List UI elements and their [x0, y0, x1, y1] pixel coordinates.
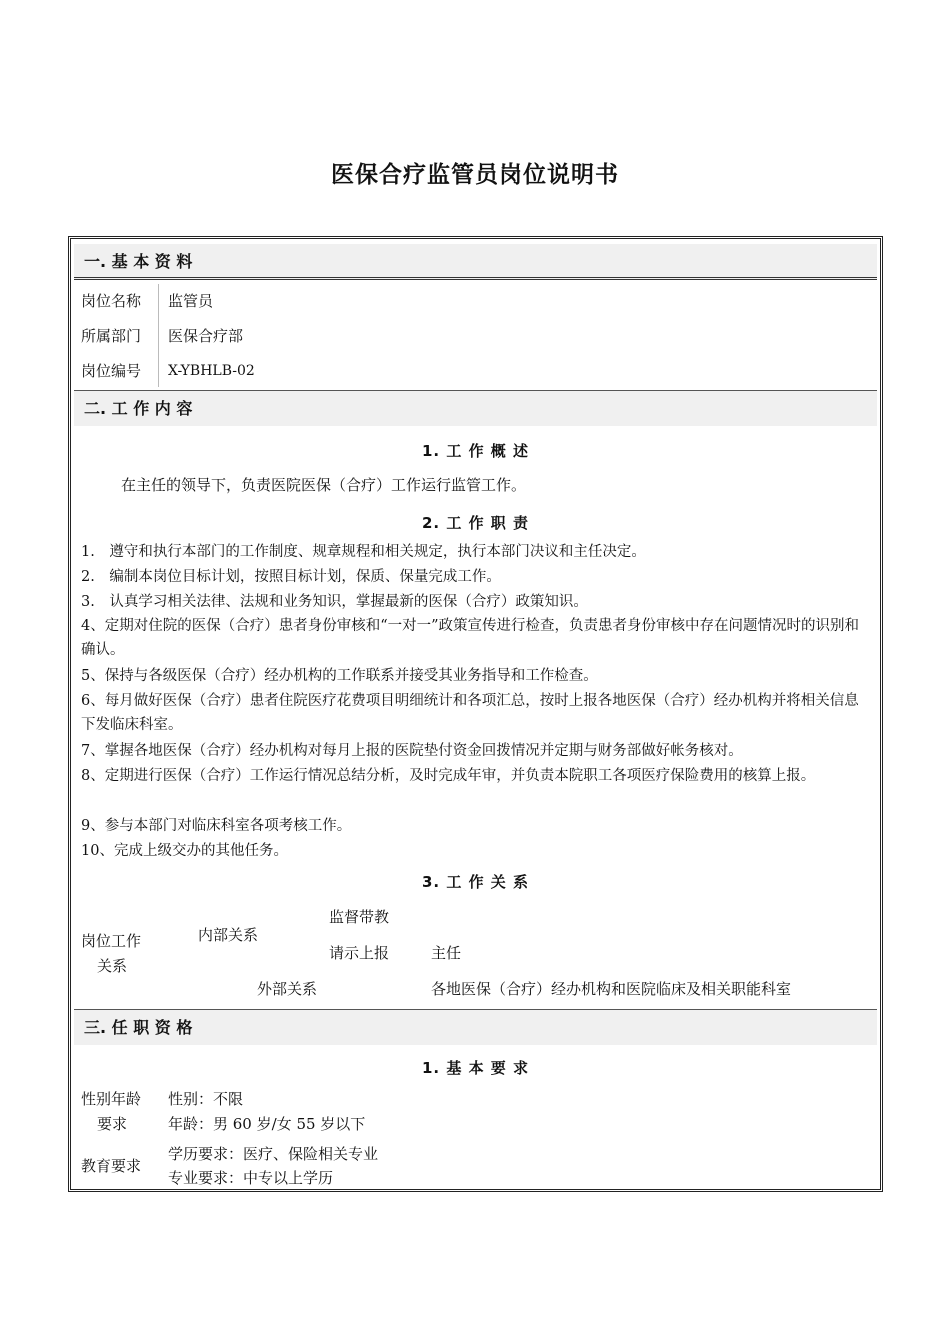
duty-item: 3. 认真学习相关法律、法规和业务知识，掌握最新的医保（合疗）政策知识。 [81, 594, 588, 610]
basic-requirements-title: 1. 基 本 要 求 [421, 1059, 530, 1077]
row-label-position-name: 岗位名称 [81, 292, 142, 310]
duty-item: 5、保持与各级医保（合疗）经办机构的工作联系并接受其业务指导和工作检查。 [81, 668, 598, 684]
internal-relations: 内部关系 [198, 926, 259, 944]
section-basic-heading: 一. 基 本 资 料 [74, 244, 877, 280]
duty-item: 1. 遵守和执行本部门的工作制度、规章规程和相关规定，执行本部门决议和主任决定。 [81, 544, 646, 560]
overview-title: 1. 工 作 概 述 [421, 442, 530, 460]
job-description-table [68, 236, 883, 1192]
row-value-position-code: X-YBHLB-02 [168, 363, 255, 379]
duty-item: 4、定期对住院的医保（合疗）患者身份审核和“一对一”政策宣传进行检查，负责患者身份审核中存在问题情况时的识别和确认。 [81, 618, 860, 658]
report-target: 主任 [431, 944, 462, 962]
age-requirement: 年龄：男 60 岁/女 55 岁以下 [168, 1115, 366, 1133]
education-label: 教育要求 [81, 1157, 142, 1175]
major-requirement: 专业要求：中专以上学历 [168, 1169, 334, 1187]
education-requirement: 学历要求：医疗、保险相关专业 [168, 1145, 379, 1163]
duty-item: 8、定期进行医保（合疗）工作运行情况总结分析，及时完成年审，并负责本院职工各项医疗保险费用的核算上报。 [81, 768, 816, 784]
row-label-department: 所属部门 [81, 327, 142, 345]
relations-label-line1: 岗位工作 [81, 932, 142, 950]
row-value-position-name: 监管员 [168, 292, 214, 310]
duty-item: 10、完成上级交办的其他任务。 [81, 843, 288, 859]
page-title: 医保合疗监管员岗位说明书 [331, 162, 619, 188]
supervise-label: 监督带教 [329, 908, 390, 926]
relations-label-line2: 关系 [97, 957, 128, 975]
basic-divider [158, 284, 159, 387]
duty-item: 2. 编制本岗位目标计划，按照目标计划，保质、保量完成工作。 [81, 569, 501, 585]
gender-age-label-1: 性别年龄 [81, 1090, 142, 1108]
duty-item: 9、参与本部门对临床科室各项考核工作。 [81, 818, 352, 834]
row-value-department: 医保合疗部 [168, 327, 244, 345]
duty-item: 7、掌握各地医保（合疗）经办机构对每月上报的医院垫付资金回拨情况并定期与财务部做好帐务核对。 [81, 743, 743, 759]
gender-requirement: 性别：不限 [168, 1090, 244, 1108]
overview-text: 在主任的领导下，负责医院医保（合疗）工作运行监管工作。 [121, 476, 527, 494]
section-qualification-heading: 三. 任 职 资 格 [74, 1009, 877, 1045]
report-label: 请示上报 [329, 944, 390, 962]
external-relations: 外部关系 [257, 980, 318, 998]
section-work-heading: 二. 工 作 内 容 [74, 390, 877, 426]
row-label-position-code: 岗位编号 [81, 362, 142, 380]
external-target: 各地医保（合疗）经办机构和医院临床及相关职能科室 [431, 980, 792, 998]
gender-age-label-2: 要求 [97, 1115, 128, 1133]
duty-item: 6、每月做好医保（合疗）患者住院医疗花费项目明细统计和各项汇总，按时上报各地医保（合疗）经办机构并将相关信息下发临床科室。 [81, 693, 859, 733]
relations-title: 3. 工 作 关 系 [421, 873, 530, 891]
duties-title: 2. 工 作 职 责 [421, 514, 530, 532]
